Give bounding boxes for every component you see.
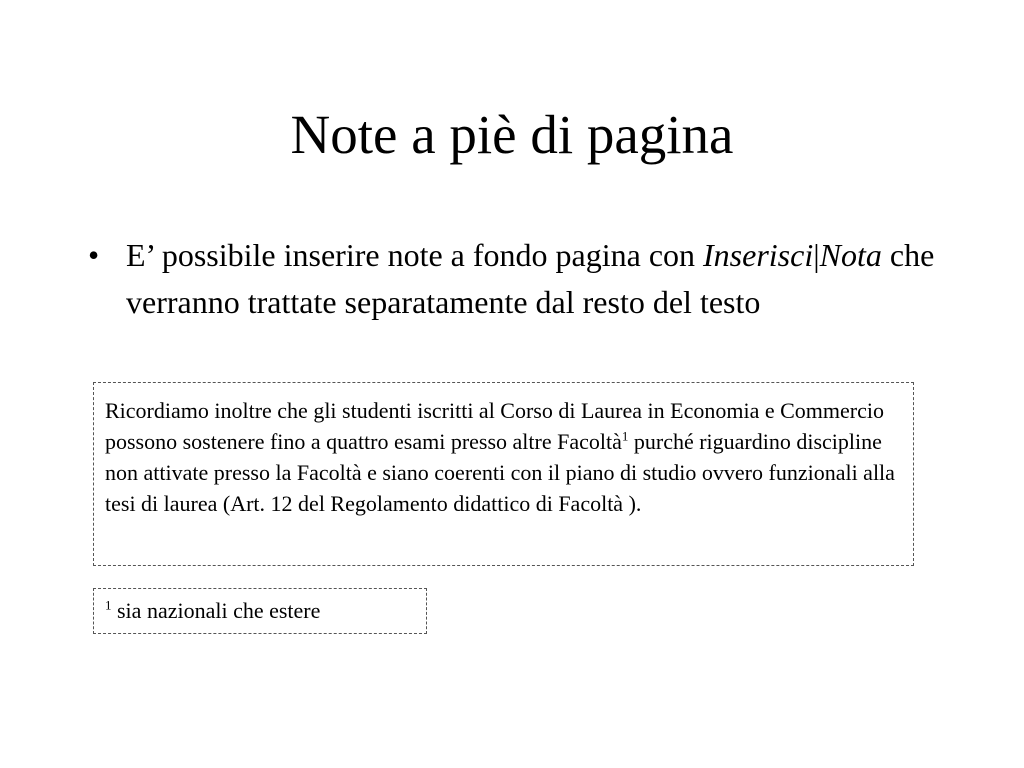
menu-path-nota: Nota — [819, 237, 882, 273]
footnote-body: sia nazionali che estere — [111, 598, 321, 623]
quote-text — [105, 395, 903, 519]
footnote-marker: 1 — [105, 597, 112, 613]
menu-path-separator: | — [813, 237, 820, 273]
quote-text-after: purché riguardino discipline non attivate presso la Facoltà e siano coerenti con il piano di studio ovvero funzionali alla tesi di laurea (Art. 12 del Regolamento didattico di Facoltà ). — [105, 429, 895, 516]
bullet-text-after: che verranno trattate separatamente dal resto del testo — [126, 237, 935, 320]
quote-box — [93, 382, 914, 566]
footnote-reference: 1 — [621, 428, 629, 444]
bullet-item — [88, 232, 948, 326]
footnote-text — [105, 595, 416, 626]
slide-title: Note a piè di pagina — [290, 104, 734, 165]
quote-text-before: Ricordiamo inoltre che gli studenti iscritti al Corso di Laurea in Economia e Commercio possono sostenere fino a quattro esami presso altre Facoltà — [105, 398, 884, 454]
bullet-mark: • — [88, 237, 100, 273]
footnote-box — [93, 588, 427, 634]
bullet-list — [88, 232, 948, 326]
bullet-text-before: E’ possibile inserire note a fondo pagina con — [126, 237, 704, 273]
menu-path-inserisci: Inserisci — [703, 237, 814, 273]
